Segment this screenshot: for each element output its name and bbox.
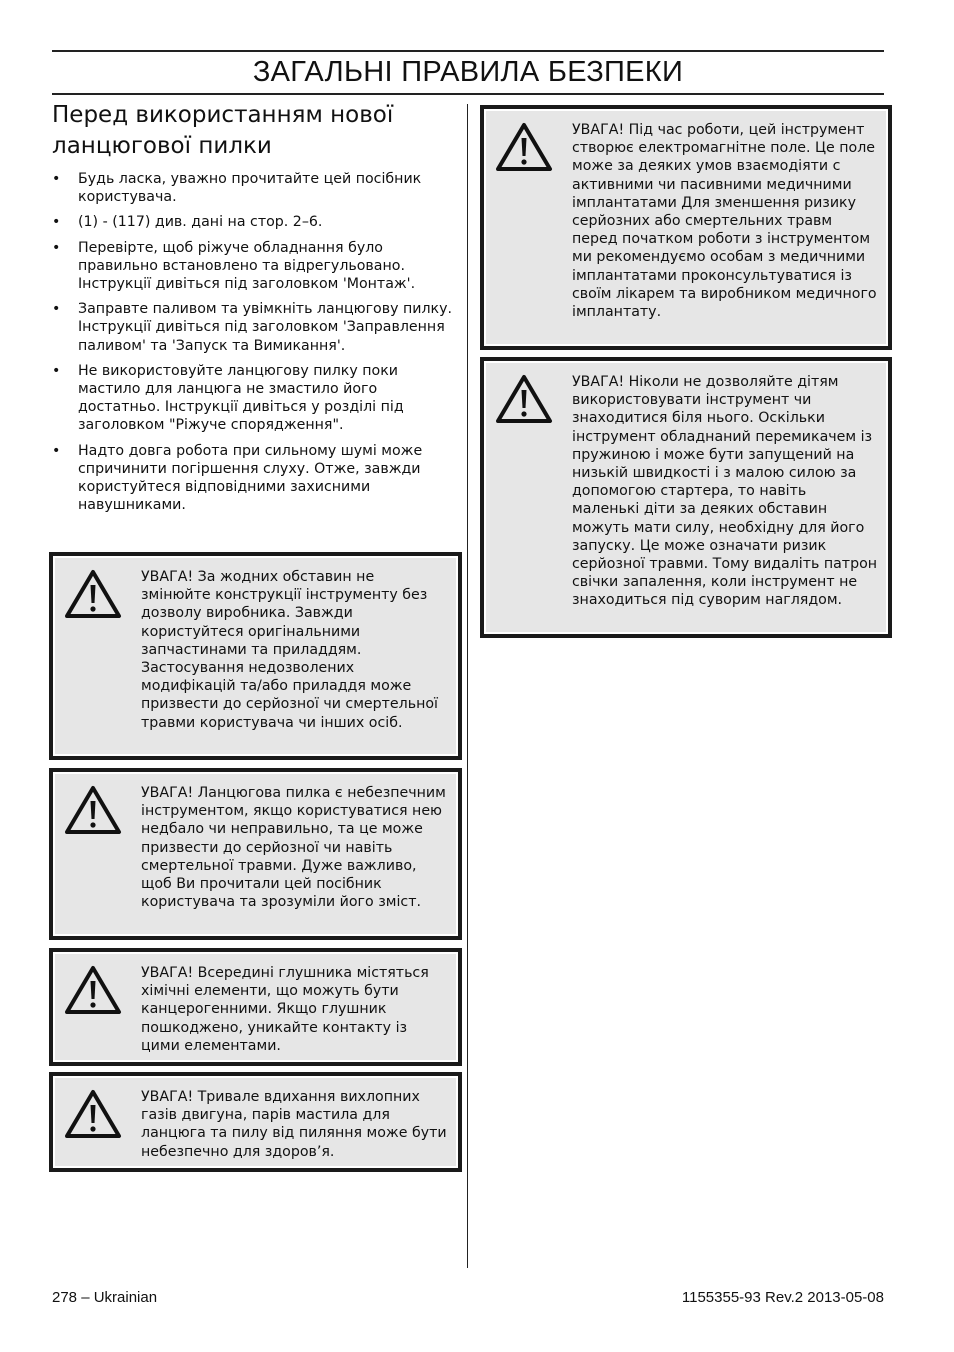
warning-text: УВАГА! Тривале вдихання вихлопних газів двигуна, парів мастила для ланцюга та пилу від пиляння може бути небезпечно для здоров’я. [141,1089,447,1160]
top-rule [52,50,884,52]
warning-box-children [480,357,892,638]
bullet-dot: • [52,442,61,459]
list-item [52,170,462,206]
section-title-line-2: ланцюгової пилки [52,133,272,159]
bullet-text: (1) - (117) див. дані на стор. 2–6. [78,214,323,231]
bullet-dot: • [52,301,61,318]
warning-triangle-icon [63,1088,123,1140]
footer-doc-id: 1155355-93 Rev.2 2013-05-08 [681,1289,884,1306]
title-underline [52,93,884,95]
warning-triangle-icon [63,568,123,620]
warning-box-exhaust [49,1072,462,1172]
section-title [52,100,452,162]
list-item [52,442,462,515]
bullet-text: Будь ласка, уважно прочитайте цей посібник користувача. [78,171,422,206]
bullet-dot: • [52,239,61,256]
bullet-text: Не використовуйте ланцюгову пилку поки мастило для ланцюга не змастило його достатньо. Інструкції дивіться у розділі під заголовком "Ріжуче спорядження". [78,362,404,434]
footer-page-number: 278 – Ukrainian [52,1289,158,1306]
warning-box-muffler [49,948,462,1066]
warning-triangle-icon [494,373,554,425]
warning-box-dangerous-tool [49,768,462,940]
warning-box-electromagnetic [480,105,892,350]
warning-text: УВАГА! За жодних обставин не змінюйте конструкції інструменту без дозволу виробника. Завжди користуйтеся оригінальними запчастинами та приладдям. Застосування недозволених модифікацій та/або приладдя може призвести до серйозної чи смертельної травми користувача чи інших осіб. [141,569,438,731]
warning-triangle-icon [494,121,554,173]
list-item [52,213,462,231]
warning-text: УВАГА! Під час роботи, цей інструмент створює електромагнітне поле. Це поле може за деяких умов взаємодіяти с активними чи пасивними медичними імплантатами Для зменшення ризику серйозних або смертельних травм перед початком роботи з інструментом ми рекомендуємо особам з медичними імплантатами проконсультуватися із своїм лікарем та виробником медичного імплантату. [572,122,877,321]
warning-box-modifications [49,552,462,760]
list-item [52,362,462,435]
list-item [52,300,462,355]
list-item [52,239,462,294]
warning-text: УВАГА! Ніколи не дозволяйте дітям використовувати інструмент чи знаходитися біля нього. Оскільки інструмент обладнаний перемикачем із пружиною і може бути запущений на низькій швидкості і з малою силою за допомогою стартера, то навіть маленькі діти за деяких обставин можуть мати силу, необхідну для його запуску. Це може означати ризик серйозної травми. Тому видаліть патрон свічки запалення, коли інструмент не знаходиться під суворим наглядом. [572,374,878,609]
warning-triangle-icon [63,784,123,836]
bullet-list [52,170,462,521]
bullet-dot: • [52,171,61,187]
column-divider [467,104,468,1268]
section-title-line-1: Перед використанням нової [52,102,394,128]
bullet-text: Перевірте, щоб ріжуче обладнання було правильно встановлено та відрегульовано. Інструкції дивіться під заголовком 'Монтаж'. [78,239,416,293]
warning-text: УВАГА! Всередині глушника містяться хімічні елементи, що можуть бути канцерогенними. Якщо глушник пошкоджено, уникайте контакту із цими елементами. [141,965,429,1054]
warning-triangle-icon [63,964,123,1016]
page-title: ЗАГАЛЬНІ ПРАВИЛА БЕЗПЕКИ [252,56,684,88]
bullet-dot: • [52,214,61,231]
bullet-text: Заправте паливом та увімкніть ланцюгову пилку. Інструкції дивіться під заголовком 'Заправлення паливом' та 'Запуск та Вимикання'. [78,301,453,354]
bullet-text: Надто довга робота при сильному шумі може спричинити погіршення слуху. Отже, завжди користуйтеся відповідними захисними навушниками. [78,442,423,514]
bullet-dot: • [52,362,61,379]
warning-text: УВАГА! Ланцюгова пилка є небезпечним інструментом, якщо користуватися нею недбало чи неправильно, та це може призвести до серйозної чи навіть смертельної травми. Дуже важливо, щоб Ви прочитали цей посібник користувача та зрозуміли його зміст. [141,785,446,911]
